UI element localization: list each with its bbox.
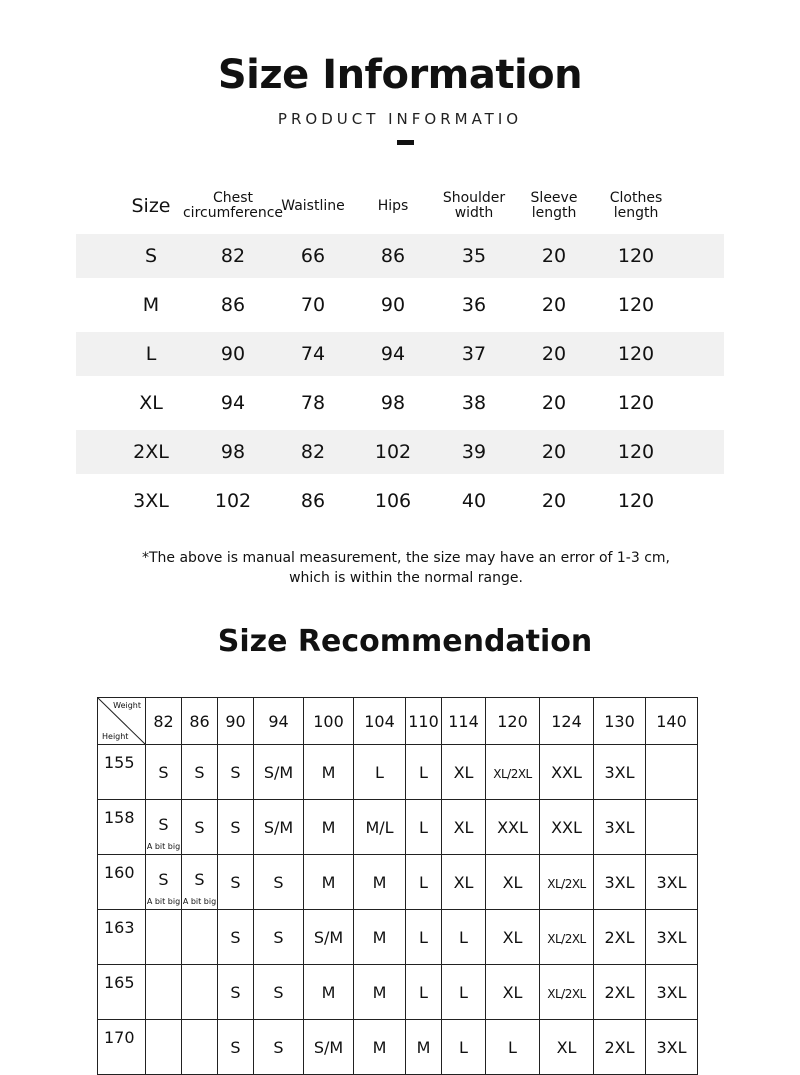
recommended-size: S [230, 1037, 241, 1057]
size-recommendation-table [97, 697, 698, 1075]
recommended-size-cell [354, 1020, 406, 1075]
recommended-size: XL [453, 762, 474, 782]
height-label: 163 [98, 910, 146, 965]
recommended-size-cell [254, 1020, 304, 1075]
header-size: Size [131, 194, 171, 217]
recommended-size-cell [406, 965, 442, 1020]
recommended-size-cell [486, 800, 540, 855]
size-cell: 20 [541, 343, 567, 365]
recommended-size-cell [442, 745, 486, 800]
measurement-note-line-2: which is within the normal range. [289, 570, 523, 586]
recommended-size-cell [442, 1020, 486, 1075]
size-information-table [76, 178, 724, 528]
recommended-size-cell [646, 910, 698, 965]
recommended-size-cell [182, 745, 218, 800]
recommended-size-cell [182, 1020, 218, 1075]
recommended-size: XL [502, 927, 523, 947]
size-recommendation-title: Size Recommendation [217, 624, 593, 659]
corner-weight-label: Weight [113, 701, 141, 710]
recommended-size-cell [304, 800, 354, 855]
recommended-size-cell [540, 910, 594, 965]
recommended-size-cell [254, 745, 304, 800]
recommended-size: S [194, 869, 205, 889]
size-cell: 82 [220, 245, 246, 267]
recommended-size-cell [646, 1020, 698, 1075]
size-cell: 94 [220, 392, 246, 414]
product-information-subtitle: PRODUCT INFORMATIO [277, 110, 523, 128]
recommended-size-cell [218, 800, 254, 855]
recommended-size: S/M [313, 927, 344, 947]
size-cell: 120 [617, 392, 655, 414]
recommended-size: S [273, 872, 284, 892]
size-cell: S [144, 245, 158, 267]
weight-header: 120 [486, 698, 540, 745]
weight-header: 100 [304, 698, 354, 745]
recommended-size: 2XL [604, 982, 635, 1002]
height-row [98, 745, 698, 800]
height-row [98, 910, 698, 965]
weight-header-row [98, 698, 698, 745]
height-row [98, 800, 698, 855]
recommended-size: M [372, 982, 387, 1002]
recommended-size-cell [594, 965, 646, 1020]
recommended-size-cell [182, 855, 218, 910]
size-row [76, 381, 724, 425]
header-hips: Hips [377, 197, 409, 214]
recommended-size-cell [594, 910, 646, 965]
size-cell: 94 [380, 343, 406, 365]
size-cell: 120 [617, 343, 655, 365]
recommended-size-cell [540, 800, 594, 855]
size-row [76, 332, 724, 376]
size-row [76, 234, 724, 278]
weight-header: 130 [594, 698, 646, 745]
weight-header: 124 [540, 698, 594, 745]
recommended-size-cell [218, 745, 254, 800]
recommended-size: 3XL [604, 872, 635, 892]
size-cell: 66 [300, 245, 326, 267]
recommended-size-cell [146, 800, 182, 855]
recommended-size-cell [218, 965, 254, 1020]
recommended-size: M [321, 817, 336, 837]
recommended-size-cell [304, 1020, 354, 1075]
recommended-size: L [459, 982, 468, 1002]
recommended-size: L [419, 872, 428, 892]
recommended-size-cell [146, 910, 182, 965]
weight-header: 104 [354, 698, 406, 745]
height-label: 165 [98, 965, 146, 1020]
recommended-size-cell [646, 800, 698, 855]
title-divider [397, 140, 414, 145]
size-cell: 86 [300, 490, 326, 512]
size-cell: 106 [374, 490, 412, 512]
recommended-size: L [419, 927, 428, 947]
size-cell: 82 [300, 441, 326, 463]
recommended-size: S [273, 1037, 284, 1057]
recommended-size-cell [304, 910, 354, 965]
size-cell: 102 [374, 441, 412, 463]
recommended-size-cell [354, 910, 406, 965]
recommended-size-cell [354, 745, 406, 800]
size-cell: 3XL [133, 490, 169, 512]
recommended-size: S [158, 814, 169, 834]
header-clothes-length: Clothes length [609, 190, 663, 221]
size-cell: 90 [220, 343, 246, 365]
size-cell: 98 [380, 392, 406, 414]
recommended-size-cell [218, 1020, 254, 1075]
size-cell: M [142, 294, 160, 316]
recommended-size: S [158, 762, 169, 782]
recommended-size-cell [406, 910, 442, 965]
recommended-size: S [194, 817, 205, 837]
recommended-size: 3XL [604, 762, 635, 782]
recommended-size: 2XL [604, 927, 635, 947]
height-label: 158 [98, 800, 146, 855]
recommended-size-cell [646, 745, 698, 800]
recommended-size-cell [254, 800, 304, 855]
recommended-size-cell [304, 745, 354, 800]
recommended-size: 3XL [656, 982, 687, 1002]
measurement-note [0, 548, 800, 588]
corner-height-label: Height [102, 732, 129, 741]
recommended-size-cell [540, 965, 594, 1020]
recommended-size-cell [182, 800, 218, 855]
header-sleeve-length: Sleeve length [530, 190, 578, 221]
recommended-size-cell [182, 910, 218, 965]
measurement-note-line-1: *The above is manual measurement, the size may have an error of 1-3 cm, [141, 550, 671, 566]
recommended-size-cell [486, 1020, 540, 1075]
recommended-size: L [459, 927, 468, 947]
size-cell: 98 [220, 441, 246, 463]
recommended-size: 2XL [604, 1037, 635, 1057]
recommended-size: XL [453, 872, 474, 892]
recommended-size-cell [540, 855, 594, 910]
size-cell: 120 [617, 490, 655, 512]
recommended-size: XL/2XL [547, 986, 586, 1001]
recommended-size-cell [406, 1020, 442, 1075]
recommended-size-cell [486, 910, 540, 965]
recommended-size: M [416, 1037, 431, 1057]
recommended-size: L [508, 1037, 517, 1057]
recommended-size: L [419, 982, 428, 1002]
size-cell: 70 [300, 294, 326, 316]
recommended-size: S [230, 982, 241, 1002]
recommended-size: XL [502, 872, 523, 892]
size-table-header [76, 178, 724, 234]
weight-header: 110 [406, 698, 442, 745]
recommended-size: M [372, 1037, 387, 1057]
size-cell: 36 [461, 294, 487, 316]
height-row [98, 855, 698, 910]
recommended-size: L [375, 762, 384, 782]
size-cell: 120 [617, 441, 655, 463]
recommended-size: M/L [365, 817, 394, 837]
header-chest-circumference: Chest circumference [182, 190, 284, 221]
recommended-size: L [419, 762, 428, 782]
height-label: 160 [98, 855, 146, 910]
recommended-size: M [372, 927, 387, 947]
size-row [76, 479, 724, 523]
recommended-size: XL [453, 817, 474, 837]
recommended-size-cell [646, 855, 698, 910]
weight-header: 140 [646, 698, 698, 745]
recommended-size: S [273, 927, 284, 947]
recommended-size-cell [594, 745, 646, 800]
recommended-size: S [230, 927, 241, 947]
size-cell: 86 [220, 294, 246, 316]
recommended-size-cell [442, 855, 486, 910]
recommended-size-cell [406, 800, 442, 855]
weight-header: 114 [442, 698, 486, 745]
size-cell: 20 [541, 294, 567, 316]
recommended-size: S/M [313, 1037, 344, 1057]
recommended-size: S [230, 762, 241, 782]
size-row [76, 430, 724, 474]
header-shoulder-width: Shoulder width [442, 190, 506, 221]
recommended-size-cell [146, 1020, 182, 1075]
recommended-size-cell [218, 855, 254, 910]
size-cell: XL [139, 392, 163, 414]
recommended-size: M [372, 872, 387, 892]
recommended-size: S [230, 817, 241, 837]
recommended-size: XXL [551, 762, 582, 782]
recommended-size: XXL [497, 817, 528, 837]
recommended-size-cell [254, 965, 304, 1020]
size-cell: 90 [380, 294, 406, 316]
size-cell: 40 [461, 490, 487, 512]
weight-header: 86 [182, 698, 218, 745]
size-cell: 38 [461, 392, 487, 414]
recommended-size-cell [406, 745, 442, 800]
recommended-size-cell [406, 855, 442, 910]
recommended-size: XXL [551, 817, 582, 837]
size-cell: 74 [300, 343, 326, 365]
recommended-size: M [321, 872, 336, 892]
recommended-size-cell [486, 745, 540, 800]
recommended-size-cell [594, 1020, 646, 1075]
recommended-size: 3XL [656, 927, 687, 947]
recommended-size-cell [486, 855, 540, 910]
recommended-size: XL [502, 982, 523, 1002]
size-cell: 86 [380, 245, 406, 267]
a-bit-big-note: A bit big [182, 897, 217, 906]
size-cell: 102 [214, 490, 252, 512]
size-row [76, 283, 724, 327]
size-cell: 20 [541, 441, 567, 463]
recommended-size-cell [354, 965, 406, 1020]
height-label: 170 [98, 1020, 146, 1075]
recommended-size-cell [146, 745, 182, 800]
recommended-size-cell [254, 910, 304, 965]
recommended-size: XL/2XL [547, 876, 586, 891]
recommended-size: S/M [263, 762, 294, 782]
weight-header: 90 [218, 698, 254, 745]
size-cell: 120 [617, 245, 655, 267]
size-cell: 78 [300, 392, 326, 414]
recommended-size-cell [304, 855, 354, 910]
recommended-size-cell [218, 910, 254, 965]
recommended-size: M [321, 762, 336, 782]
recommended-size: S [230, 872, 241, 892]
weight-height-corner [98, 698, 146, 745]
recommended-size: 3XL [656, 1037, 687, 1057]
a-bit-big-note: A bit big [146, 897, 181, 906]
weight-header: 94 [254, 698, 304, 745]
recommended-size-cell [354, 800, 406, 855]
size-cell: L [145, 343, 157, 365]
recommended-size-cell [146, 965, 182, 1020]
recommended-size: XL/2XL [547, 931, 586, 946]
recommended-size: XL [556, 1037, 577, 1057]
recommended-size: L [459, 1037, 468, 1057]
recommended-size: 3XL [656, 872, 687, 892]
recommended-size: M [321, 982, 336, 1002]
recommended-size-cell [304, 965, 354, 1020]
recommended-size-cell [540, 745, 594, 800]
weight-header: 82 [146, 698, 182, 745]
recommended-size: S [158, 869, 169, 889]
recommended-size-cell [540, 1020, 594, 1075]
height-row [98, 965, 698, 1020]
recommended-size: L [419, 817, 428, 837]
size-cell: 39 [461, 441, 487, 463]
recommended-size-cell [254, 855, 304, 910]
recommended-size-cell [594, 855, 646, 910]
recommended-size-cell [594, 800, 646, 855]
size-cell: 37 [461, 343, 487, 365]
recommended-size-cell [486, 965, 540, 1020]
recommended-size-cell [442, 800, 486, 855]
size-cell: 120 [617, 294, 655, 316]
recommended-size: S/M [263, 817, 294, 837]
header-waistline: Waistline [281, 197, 345, 214]
height-label: 155 [98, 745, 146, 800]
recommended-size: XL/2XL [493, 766, 532, 781]
size-cell: 2XL [133, 441, 169, 463]
size-cell: 20 [541, 245, 567, 267]
size-cell: 20 [541, 490, 567, 512]
recommended-size-cell [442, 910, 486, 965]
recommended-size: 3XL [604, 817, 635, 837]
recommended-size-cell [182, 965, 218, 1020]
recommended-size: S [194, 762, 205, 782]
size-cell: 35 [461, 245, 487, 267]
recommended-size-cell [646, 965, 698, 1020]
recommended-size-cell [442, 965, 486, 1020]
recommended-size-cell [354, 855, 406, 910]
recommended-size-cell [146, 855, 182, 910]
height-row [98, 1020, 698, 1075]
size-information-title: Size Information [217, 52, 583, 98]
a-bit-big-note: A bit big [146, 842, 181, 851]
size-cell: 20 [541, 392, 567, 414]
recommended-size: S [273, 982, 284, 1002]
